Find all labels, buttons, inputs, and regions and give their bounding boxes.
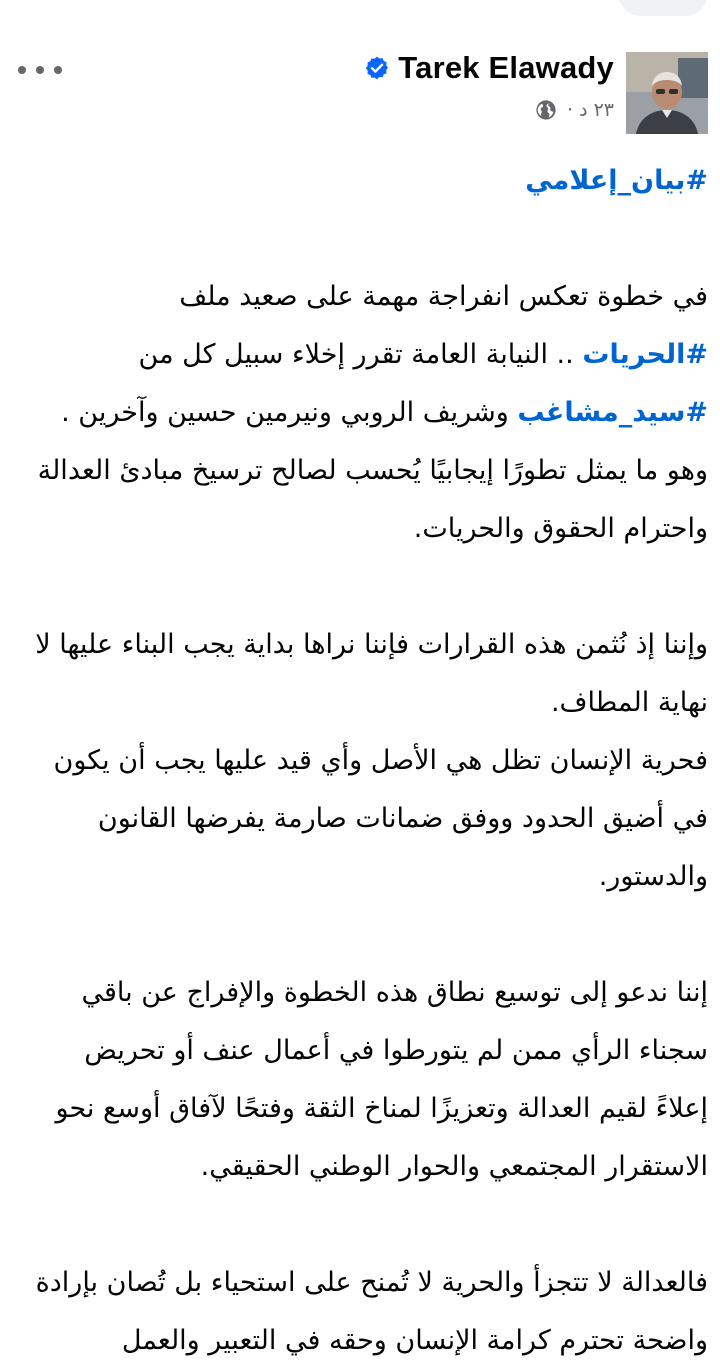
verified-badge-icon: [364, 55, 390, 81]
paragraph-gap: [24, 558, 708, 616]
post-header: [0, 0, 720, 150]
more-dot-icon: [36, 66, 44, 74]
post-body: [0, 152, 720, 1370]
paragraph-gap: [24, 210, 708, 268]
post-paragraph: فحرية الإنسان تظل هي الأصل وأي قيد عليها يجب أن يكون في أضيق الحدود ووفق ضمانات صارمة يفرضها القانون والدستور.: [53, 745, 708, 892]
hashtag-link[interactable]: #بيان_إعلامي: [525, 165, 708, 196]
post-text: وشريف الروبي ونيرمين حسين وآخرين .: [61, 397, 518, 428]
post-text: في خطوة تعكس انفراجة مهمة على صعيد ملف: [179, 281, 708, 312]
author-avatar[interactable]: [626, 52, 708, 134]
post-text: .. النيابة العامة تقرر إخلاء سبيل كل من: [138, 339, 583, 370]
author-row: [364, 48, 614, 88]
post-paragraph: إننا ندعو إلى توسيع نطاق هذه الخطوة والإفراج عن باقي سجناء الرأي ممن لم يتورطوا في أعمال عنف أو تحريض إعلاءً لقيم العدالة وتعزيزًا لمناخ الثقة وفتحًا لآفاق أوسع نحو الاستقرار المجتمعي والحوار الوطني الحقيقي.: [55, 977, 708, 1182]
headline-paragraph: [24, 152, 708, 210]
post-paragraph: وإننا إذ نُثمن هذه القرارات فإننا نراها بداية يجب البناء عليها لا نهاية المطاف.: [35, 629, 708, 718]
more-options-button[interactable]: [18, 56, 62, 84]
author-name[interactable]: Tarek Elawady: [398, 50, 614, 85]
more-dot-icon: [18, 66, 26, 74]
hashtag-link[interactable]: #سيد_مشاغب: [517, 397, 708, 428]
avatar-photo-icon: [626, 52, 708, 134]
hashtag-link[interactable]: #الحريات: [582, 339, 708, 370]
paragraph-gap: [24, 906, 708, 964]
post-paragraph: فالعدالة لا تتجزأ والحرية لا تُمنح على استحياء بل تُصان بإرادة واضحة تحترم كرامة الإنسان وحقه في التعبير والعمل: [35, 1267, 708, 1356]
globe-icon: [535, 99, 557, 121]
paragraph-gap: [24, 1196, 708, 1254]
post-paragraph: وهو ما يمثل تطورًا إيجابيًا يُحسب لصالح ترسيخ مبادئ العدالة واحترام الحقوق والحريات.: [37, 455, 708, 544]
post-meta: [535, 96, 614, 124]
more-dot-icon: [54, 66, 62, 74]
post-time[interactable]: ٢٣ د ·: [566, 99, 614, 121]
post-paragraph: [24, 268, 708, 442]
